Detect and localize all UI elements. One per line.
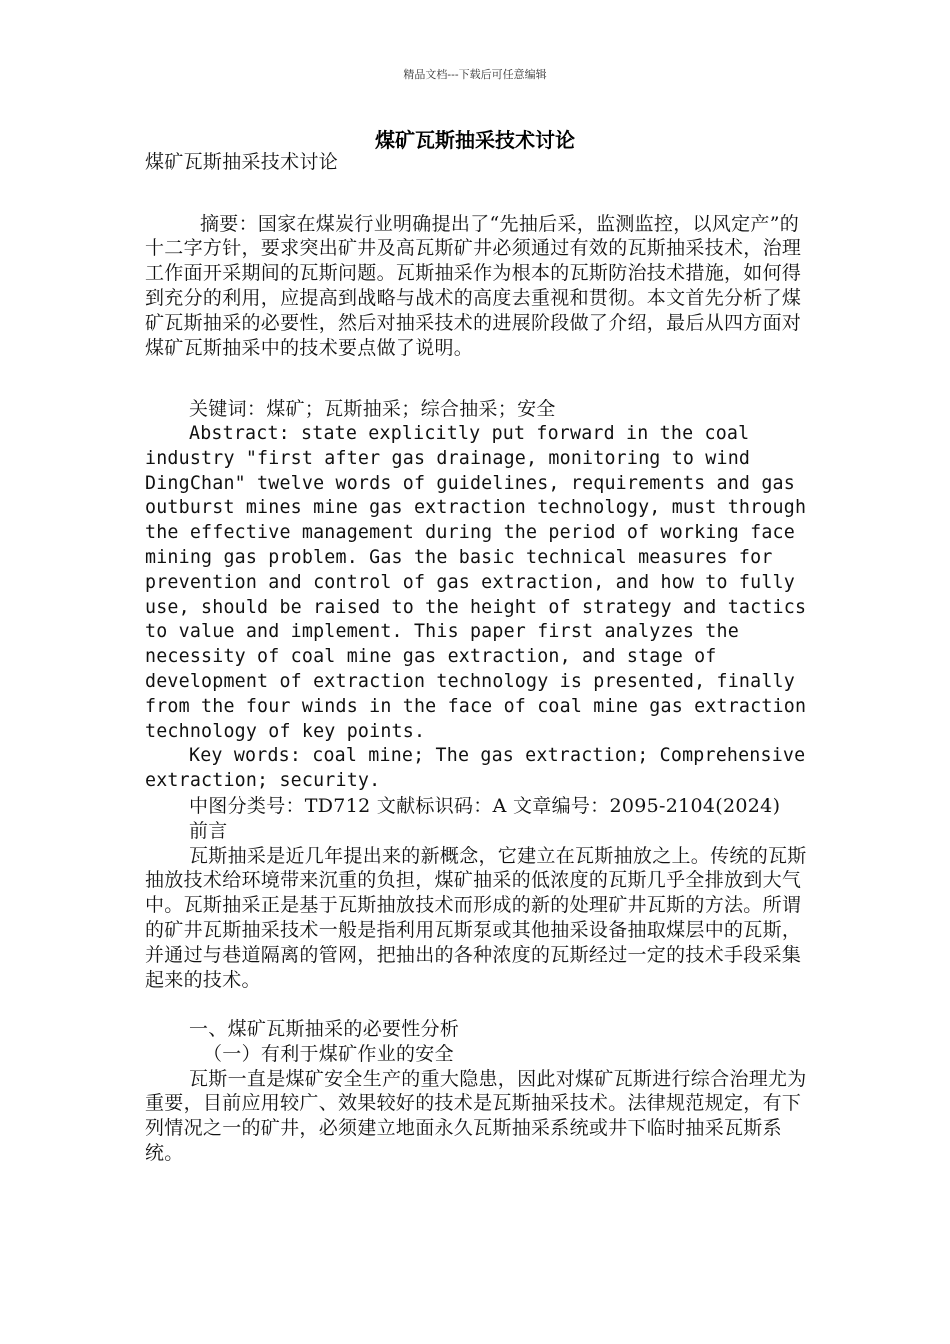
- document-title: 煤矿瓦斯抽采技术讨论: [375, 128, 575, 152]
- page-header: 精品文档---下载后可任意编辑: [403, 68, 547, 81]
- abstract-cn: 摘要：国家在煤炭行业明确提出了“先抽后采，监测监控，以风定产”的十二字方针，要求突出矿井及高瓦斯矿井必须通过有效的瓦斯抽采技术，治理工作面开采期间的瓦斯问题。瓦斯抽采作为根本的瓦斯防治技术措施，如何得到充分的利用，应提高到战略与战术的高度去重视和贯彻。本文首先分析了煤矿瓦斯抽采的必要性，然后对抽采技术的进展阶段做了介绍，最后从四方面对煤矿瓦斯抽采中的技术要点做了说明。: [145, 212, 802, 359]
- section1-text: 瓦斯一直是煤矿安全生产的重大隐患，因此对煤矿瓦斯进行综合治理尤为重要，目前应用较广、效果较好的技术是瓦斯抽采技术。法律规范规定，有下列情况之一的矿井，必须建立地面永久瓦斯抽采系统或井下临时抽采瓦斯系统。: [145, 1067, 807, 1165]
- preface-heading: 前言: [189, 819, 228, 842]
- keywords-cn: 关键词：煤矿；瓦斯抽采；综合抽采；安全: [189, 398, 556, 421]
- preface-text: 瓦斯抽采是近几年提出来的新概念，它建立在瓦斯抽放之上。传统的瓦斯抽放技术给环境带来沉重的负担，煤矿抽采的低浓度的瓦斯几乎全排放到大气中。瓦斯抽采正是基于瓦斯抽放技术而形成的新的处理矿井瓦斯的方法。所谓的矿井瓦斯抽采技术一般是指利用瓦斯泵或其他抽采设备抽取煤层中的瓦斯，并通过与巷道隔离的管网，把抽出的各种浓度的瓦斯经过一定的技术手段采集起来的技术。: [145, 844, 807, 991]
- section1-subheading: （一）有利于煤矿作业的安全: [203, 1042, 454, 1065]
- abstract-en: Abstract: state explicitly put forward in the coal industry "first after gas drainage, monitoring to wind DingChan" twelve words of guidelines, requirements and gas outburst mines mine gas extraction technology, must through the effective management during the period of working face mining gas problem. Gas the basic technical measures for prevention and control of gas extraction, and how to fully use, should be raised to the height of strategy and tactics to value and implement. This paper first analyzes the necessity of coal mine gas extraction, and stage of development of extraction technology is presented, finally from the four winds in the face of coal mine gas extraction technology of key points.: [145, 422, 807, 742]
- document-body: [145, 150, 810, 1166]
- keywords-en: Key words: coal mine; The gas extraction; Comprehensive extraction; security.: [145, 745, 806, 792]
- classification-line: 中图分类号：TD712 文献标识码：A 文章编号：2095-2104(2024): [189, 794, 781, 817]
- document-subtitle: 煤矿瓦斯抽采技术讨论: [145, 151, 339, 173]
- section1-heading: 一、煤矿瓦斯抽采的必要性分析: [189, 1018, 460, 1041]
